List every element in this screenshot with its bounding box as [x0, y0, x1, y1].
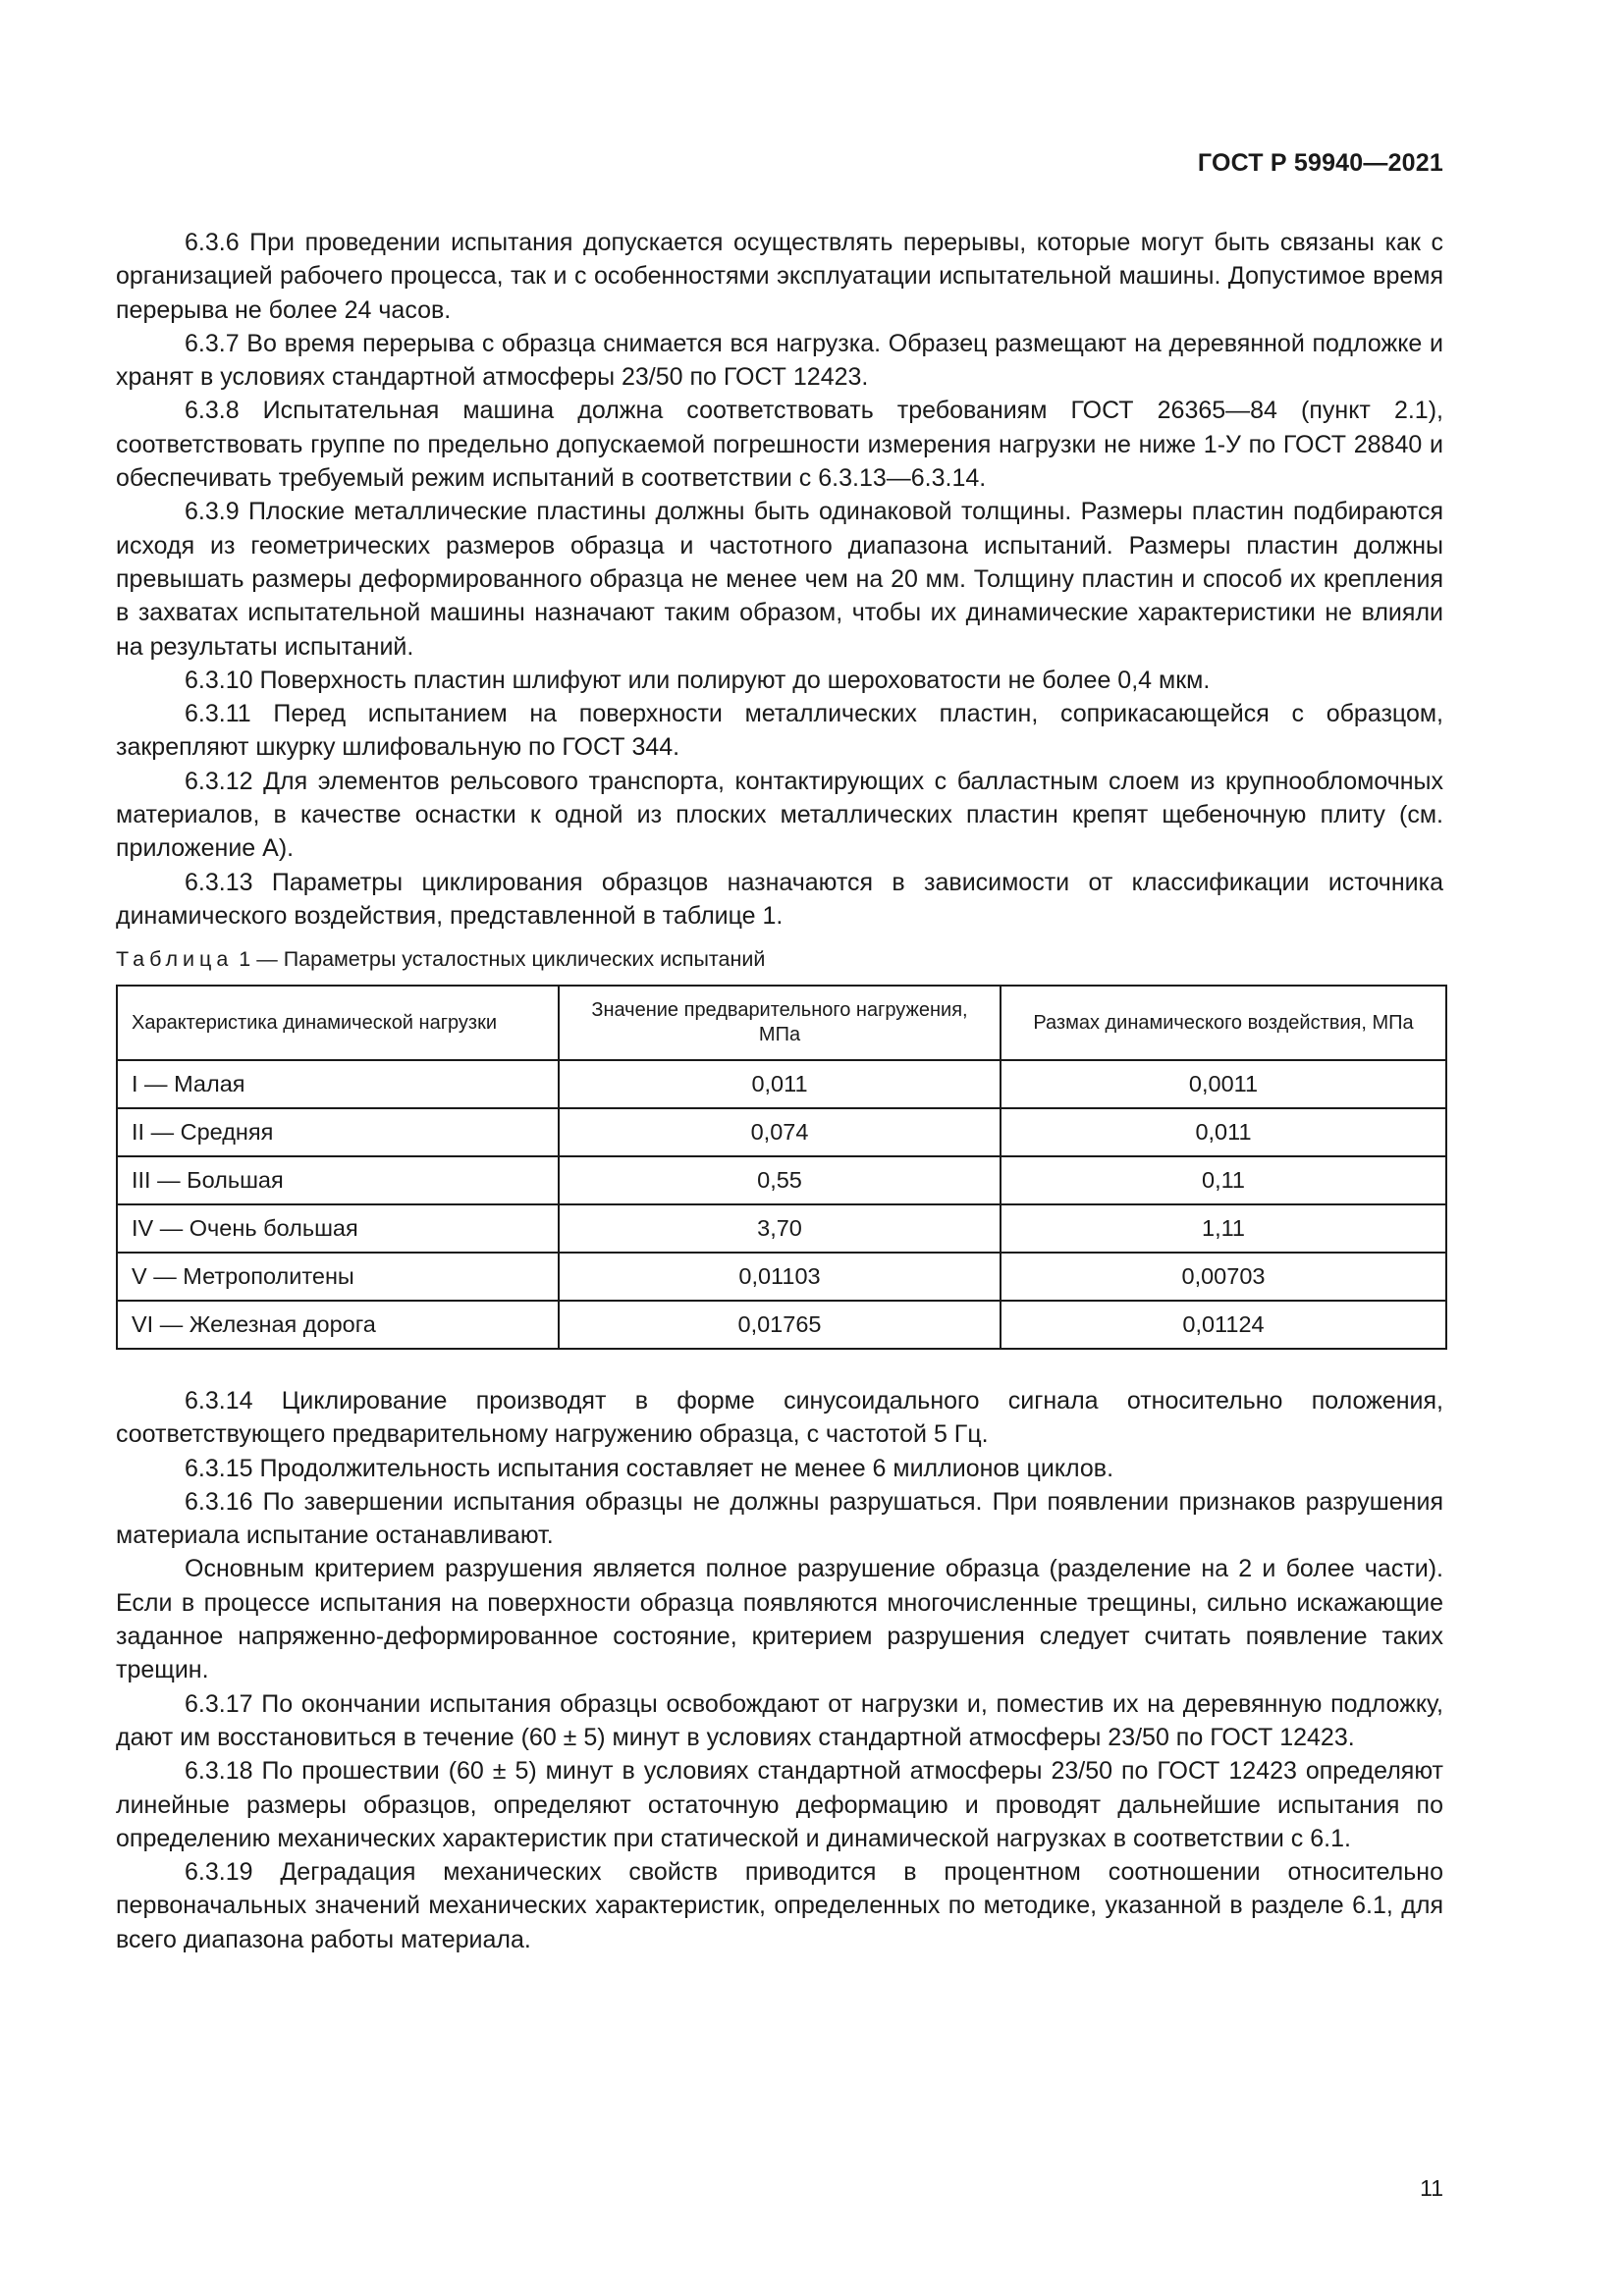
table-row	[117, 1301, 1446, 1349]
paragraph-6-3-11: 6.3.11 Перед испытанием на поверхности металлических пластин, соприкасающейся с образцом, закрепляют шкурку шлифовальную по ГОСТ 344.	[116, 700, 1443, 762]
table-caption-text: 1 — Параметры усталостных циклических испытаний	[239, 947, 766, 971]
paragraph-6-3-13: 6.3.13 Параметры циклирования образцов назначаются в зависимости от классификации источника динамического воздействия, представленной в таблице 1.	[116, 868, 1443, 930]
parameters-table	[116, 985, 1447, 1350]
table-row	[117, 1253, 1446, 1301]
table-row	[117, 1060, 1446, 1108]
table-cell-load-class: VI — Железная дорога	[117, 1301, 559, 1349]
table-caption	[116, 945, 1443, 973]
table-cell-range: 0,0011	[1001, 1060, 1446, 1108]
table-cell-range: 1,11	[1001, 1204, 1446, 1253]
table-cell-range: 0,11	[1001, 1156, 1446, 1204]
paragraph-6-3-7: 6.3.7 Во время перерыва с образца снимается вся нагрузка. Образец размещают на деревянной подложке и хранят в условиях стандартной атмосферы 23/50 по ГОСТ 12423.	[116, 329, 1443, 392]
paragraph-6-3-12: 6.3.12 Для элементов рельсового транспорта, контактирующих с балластным слоем из крупнообломочных материалов, в качестве оснастки к одной из плоских металлических пластин крепят щебеночную плиту (см. приложение А).	[116, 767, 1443, 863]
paragraph-6-3-14: 6.3.14 Циклирование производят в форме синусоидального сигнала относительно положения, соответствующего предварительному нагружению образца, с частотой 5 Гц.	[116, 1387, 1443, 1449]
body-text-top	[116, 226, 1443, 933]
paragraph-6-3-10: 6.3.10 Поверхность пластин шлифуют или полируют до шероховатости не более 0,4 мкм.	[185, 666, 1211, 694]
table-cell-preload: 0,01765	[559, 1301, 1001, 1349]
table-row	[117, 1204, 1446, 1253]
table-cell-preload: 0,074	[559, 1108, 1001, 1156]
page-number: 11	[1420, 2175, 1443, 2201]
table-cell-range: 0,00703	[1001, 1253, 1446, 1301]
table-cell-preload: 0,011	[559, 1060, 1001, 1108]
column-header-preload-value: Значение предварительного нагружения, МПа	[559, 986, 1001, 1060]
paragraph-6-3-6: 6.3.6 При проведении испытания допускается осуществлять перерывы, которые могут быть связаны как с организацией рабочего процесса, так и с особенностями эксплуатации испытательной машины. Допустимое время перерыва не более 24 часов.	[116, 229, 1443, 324]
paragraph-6-3-17: 6.3.17 По окончании испытания образцы освобождают от нагрузки и, поместив их на деревянную подложку, дают им восстановиться в течение (60 ± 5) минут в условиях стандартной атмосферы 23/50 по ГОСТ 12423.	[116, 1689, 1443, 1751]
table-cell-range: 0,01124	[1001, 1301, 1446, 1349]
table-cell-load-class: I — Малая	[117, 1060, 559, 1108]
paragraph-6-3-15: 6.3.15 Продолжительность испытания составляет не менее 6 миллионов циклов.	[185, 1454, 1114, 1482]
table-cell-preload: 0,55	[559, 1156, 1001, 1204]
table-caption-label: Таблица	[116, 947, 234, 971]
table-cell-load-class: IV — Очень большая	[117, 1204, 559, 1253]
paragraph-failure-criterion: Основным критерием разрушения является полное разрушение образца (разделение на 2 и более части). Если в процессе испытания на поверхности образца появляются многочисленные трещины, сильно искажающие заданное напряженно-деформированное состояние, критерием разрушения следует считать появление таких трещин.	[116, 1555, 1443, 1684]
paragraph-6-3-16: 6.3.16 По завершении испытания образцы не должны разрушаться. При появлении признаков разрушения материала испытание останавливают.	[116, 1487, 1443, 1550]
column-header-load-characteristic: Характеристика динамической нагрузки	[117, 986, 559, 1060]
paragraph-6-3-19: 6.3.19 Деградация механических свойств приводится в процентном соотношении относительно первоначальных значений механических характеристик, определенных по методике, указанной в разделе 6.1, для всего диапазона работы материала.	[116, 1858, 1443, 1953]
table-cell-preload: 3,70	[559, 1204, 1001, 1253]
table-row	[117, 1156, 1446, 1204]
table-cell-load-class: V — Метрополитены	[117, 1253, 559, 1301]
body-text-bottom	[116, 1384, 1443, 1956]
paragraph-6-3-18: 6.3.18 По прошествии (60 ± 5) минут в условиях стандартной атмосферы 23/50 по ГОСТ 12423 определяют линейные размеры образцов, определяют остаточную деформацию и проводят дальнейшие испытания по определению механических характеристик при статической и динамической нагрузках в соответствии с 6.1.	[116, 1757, 1443, 1852]
table-cell-preload: 0,01103	[559, 1253, 1001, 1301]
table-cell-load-class: III — Большая	[117, 1156, 559, 1204]
table-row	[117, 1108, 1446, 1156]
column-header-dynamic-range: Размах динамического воздействия, МПа	[1001, 986, 1446, 1060]
table-header-row	[117, 986, 1446, 1060]
paragraph-6-3-8: 6.3.8 Испытательная машина должна соответствовать требованиям ГОСТ 26365—84 (пункт 2.1), соответствовать группе по предельно допускаемой погрешности измерения нагрузки не ниже 1-У по ГОСТ 28840 и обеспечивать требуемый режим испытаний в соответствии с 6.3.13—6.3.14.	[116, 397, 1443, 493]
table-cell-range: 0,011	[1001, 1108, 1446, 1156]
table-cell-load-class: II — Средняя	[117, 1108, 559, 1156]
paragraph-6-3-9: 6.3.9 Плоские металлические пластины должны быть одинаковой толщины. Размеры пластин подбираются исходя из геометрических размеров образца и частотного диапазона испытаний. Размеры пластин должны превышать размеры деформированного образца не менее чем на 20 мм. Толщину пластин и способ их крепления в захватах испытательной машины назначают таким образом, чтобы их динамические характеристики не влияли на результаты испытаний.	[116, 498, 1443, 661]
document-code: ГОСТ Р 59940—2021	[1197, 149, 1443, 177]
